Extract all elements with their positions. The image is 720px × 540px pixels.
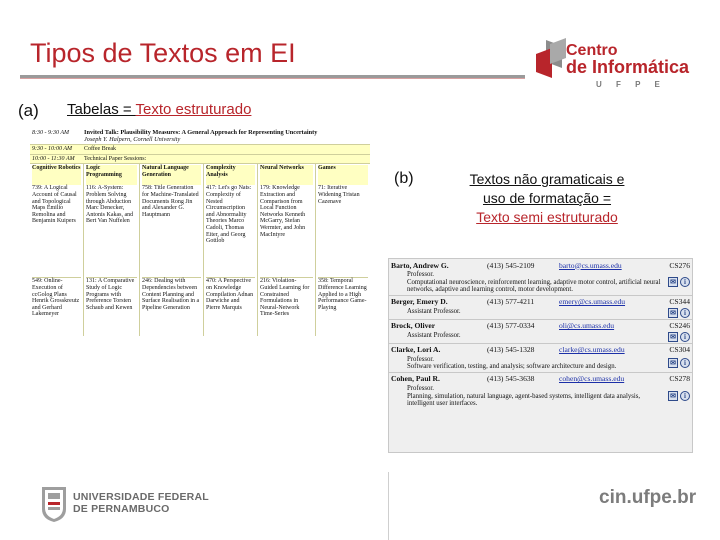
directory-entry [389, 373, 692, 409]
envelope-icon[interactable]: ✉ [668, 332, 678, 342]
faculty-name: Berger, Emery D. [391, 297, 448, 307]
faculty-room: CS278 [669, 374, 690, 384]
session-column [30, 164, 84, 336]
faculty-directory [388, 258, 693, 453]
faculty-email-link[interactable]: clarke@cs.umass.edu [559, 345, 625, 355]
faculty-desc: Computational neuroscience, reinforcement learning, adaptive motor control, artificial neural networks, adaptive and learning control, motor development. [407, 278, 661, 294]
faculty-title: Assistant Professor. [407, 331, 461, 339]
schedule-row-papers [30, 155, 370, 165]
session-paper: 131: A Comparative Study of Logic Programs with Preference Torsten Schaub and Kewen [86, 277, 137, 335]
ufpe-name-line1: UNIVERSIDADE FEDERAL [73, 491, 209, 503]
info-icon[interactable]: i [680, 277, 690, 287]
session-paper: 470: A Perspective on Knowledge Compilation Adnan Darwiche and Pierre Marquis [206, 277, 255, 335]
caption-a [67, 101, 251, 118]
directory-entry [389, 320, 692, 344]
faculty-title: Professor. [407, 271, 434, 278]
session-paper: 216: Violation-Guided Learning for Constrained Formulations in Neural-Network Time-Series [260, 277, 313, 335]
session-paper: 417: Let's go Nats: Complexity of Nested Circumscription and Abnormality Theories Marco Cadoli, Thomas Eiter, and Georg Gottlob [206, 185, 252, 245]
footer-divider [388, 472, 389, 540]
faculty-name: Clarke, Lori A. [391, 345, 441, 355]
caption-b-line2: uso de formatação = [482, 190, 612, 206]
info-icon[interactable]: i [680, 358, 690, 368]
schedule-row-talk [30, 129, 370, 145]
faculty-email-link[interactable]: barto@cs.umass.edu [559, 260, 622, 270]
talk-author: Joseph Y. Halpern, Cornell University [84, 135, 181, 143]
session-paper: 116: A-System: Problem Solving through Abduction Marc Denecker, Antonis Kakas, and Bert Van Nuffelen [86, 185, 134, 225]
faculty-phone: (413) 545-1328 [487, 345, 535, 355]
faculty-room: CS304 [669, 345, 690, 355]
schedule-time: 9:30 - 10:00 AM [32, 146, 73, 153]
faculty-email-link[interactable]: oli@cs.umass.edu [559, 321, 615, 331]
directory-entry [389, 344, 692, 373]
schedule-talk-desc [82, 129, 370, 144]
faculty-phone: (413) 577-0334 [487, 321, 535, 331]
session-paper: 758: Title Generation for Machine-Translated Documents Rong Jin and Alexander G. Hauptmann [142, 185, 199, 218]
envelope-icon[interactable]: ✉ [668, 277, 678, 287]
envelope-icon[interactable]: ✉ [668, 391, 678, 401]
cin-logo-line2: de Informática [566, 57, 690, 77]
session-header: Games [318, 165, 368, 185]
faculty-phone: (413) 545-3638 [487, 374, 535, 384]
faculty-email-link[interactable]: emery@cs.umass.edu [559, 297, 626, 307]
session-paper: 739: A Logical Account of Causal and Topological Maps Emilio Remolina and Benjamin Kuipers [32, 185, 77, 225]
session-column [84, 164, 140, 336]
papers-label: Technical Paper Sessions: [84, 155, 147, 162]
session-paper: 179: Knowledge Extraction and Comparison from Local Function Networks Kenneth McGarry, Stefan Wermter, and John MacIntyre [260, 185, 306, 238]
cin-logo-ufpe: U F P E [596, 80, 666, 89]
session-header: Cognitive Robotics [32, 165, 81, 185]
faculty-name: Brock, Oliver [391, 321, 436, 331]
info-icon[interactable]: i [680, 332, 690, 342]
session-column [204, 164, 258, 336]
caption-a-part2: Texto estruturado [135, 101, 252, 118]
faculty-room: CS344 [669, 297, 690, 307]
title-divider-accent [20, 78, 525, 79]
session-paper: 246: Dealing with Dependencies between Content Planning and Surface Realisation in a Pipeline Generation [142, 277, 201, 335]
caption-b [436, 170, 658, 227]
directory-entry [389, 259, 692, 296]
faculty-room: CS276 [669, 260, 690, 270]
faculty-title: Assistant Professor. [407, 307, 461, 315]
session-header: Logic Programming [86, 165, 137, 185]
caption-b-line1: Textos não gramaticais e [469, 171, 625, 187]
session-grid [30, 164, 370, 336]
cin-logo-line1: Centro [566, 42, 618, 59]
site-url: cin.ufpe.br [599, 487, 697, 508]
break-label: Coffee Break [84, 146, 117, 153]
ufpe-name-line2: DE PERNAMBUCO [73, 503, 170, 515]
conference-schedule-table [30, 129, 370, 339]
label-b: (b) [394, 170, 414, 187]
faculty-email-link[interactable]: cohen@cs.umass.edu [559, 374, 625, 384]
envelope-icon[interactable]: ✉ [668, 358, 678, 368]
ufpe-seal-icon [40, 485, 68, 523]
info-icon[interactable]: i [680, 391, 690, 401]
session-column [258, 164, 316, 336]
ufpe-name [73, 491, 209, 515]
faculty-desc: Planning, simulation, natural language, agent-based systems, intelligent data analysis, intelligent user interfaces. [407, 392, 641, 408]
faculty-name: Cohen, Paul R. [391, 374, 440, 384]
session-header: Complexity Analysis [206, 165, 255, 185]
faculty-room: CS246 [669, 321, 690, 331]
faculty-title: Professor. [407, 355, 434, 363]
session-header: Natural Language Generation [142, 165, 201, 185]
talk-title: Invited Talk: Plausibility Measures: A General Approach for Representing Uncertainty [84, 129, 318, 136]
session-paper: 71: Iterative Widening Tristan Cazenave [318, 185, 360, 205]
session-paper: 358: Temporal Difference Learning Applied to a High Performance Game-Playing [318, 277, 368, 335]
info-icon[interactable]: i [680, 308, 690, 318]
envelope-icon[interactable]: ✉ [668, 308, 678, 318]
session-paper: 549: Online-Execution of ccGolog Plans Henrik Grosskreutz and Gerhard Lakemeyer [32, 277, 81, 335]
session-header: Neural Networks [260, 165, 313, 185]
slide-title: Tipos de Textos em EI [30, 38, 296, 68]
caption-a-part1: Tabelas = [67, 101, 136, 118]
caption-b-line3: Texto semi estruturado [476, 209, 618, 225]
session-column [140, 164, 204, 336]
label-a: (a) [18, 101, 39, 120]
directory-entry [389, 296, 692, 320]
faculty-desc: Software verification, testing, and analysis; software architecture and design. [407, 363, 617, 371]
faculty-phone: (413) 577-4211 [487, 297, 535, 307]
schedule-row-break [30, 145, 370, 155]
schedule-time: 10:00 - 11:30 AM [32, 155, 75, 162]
faculty-name: Barto, Andrew G. [391, 260, 449, 270]
schedule-time: 8:30 - 9:30 AM [32, 130, 70, 136]
faculty-title: Professor. [407, 384, 434, 392]
faculty-phone: (413) 545-2109 [487, 260, 535, 270]
cin-logo-text [566, 42, 689, 76]
session-column [316, 164, 370, 336]
